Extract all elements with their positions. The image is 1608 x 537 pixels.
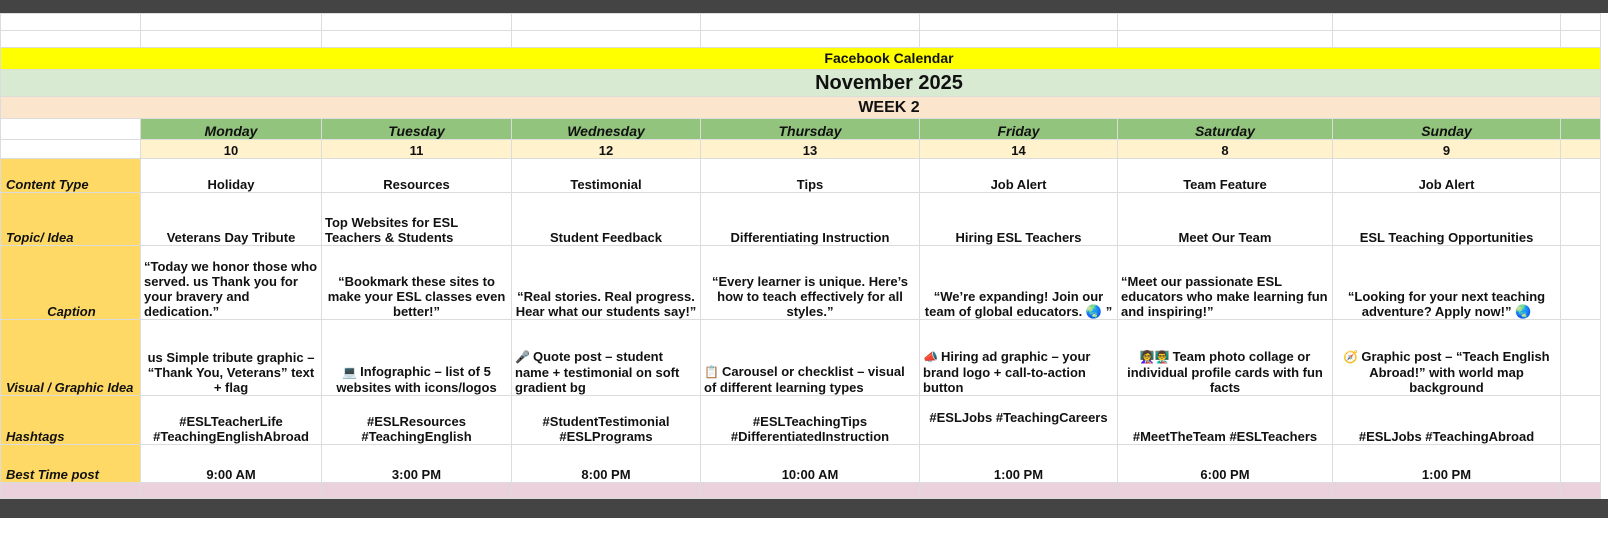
- hashtags-row: [1, 396, 1601, 445]
- visual-cell[interactable]: [920, 320, 1118, 396]
- hashtags-cell[interactable]: #ESLJobs #TeachingCareers: [920, 396, 1118, 445]
- day-header-saturday[interactable]: Saturday: [1118, 119, 1333, 140]
- clipboard-icon: 📋: [704, 365, 719, 379]
- caption-closing-quote: ”: [1105, 304, 1113, 319]
- content-type-cell[interactable]: Job Alert: [920, 159, 1118, 193]
- caption-cell[interactable]: “Today we honor those who served. us Thank you for your bravery and dedication.”: [141, 246, 322, 320]
- divider-row: [1, 483, 1601, 499]
- topic-cell[interactable]: ESL Teaching Opportunities: [1333, 193, 1561, 246]
- calendar-title-row: [1, 48, 1601, 70]
- best-time-cell[interactable]: 9:00 AM: [141, 445, 322, 483]
- day-header-row: [1, 119, 1601, 140]
- hashtags-cell[interactable]: #StudentTestimonial #ESLPrograms: [512, 396, 701, 445]
- visual-cell[interactable]: [512, 320, 701, 396]
- date-cell[interactable]: 8: [1118, 140, 1333, 159]
- cell[interactable]: [1561, 396, 1601, 445]
- day-header-monday[interactable]: Monday: [141, 119, 322, 140]
- content-type-cell[interactable]: Holiday: [141, 159, 322, 193]
- top-toolbar-bar: [0, 0, 1608, 13]
- cell[interactable]: [701, 31, 920, 48]
- visual-text: Quote post – student name + testimonial on soft gradient bg: [515, 349, 680, 395]
- day-header-tuesday[interactable]: Tuesday: [322, 119, 512, 140]
- best-time-cell[interactable]: 10:00 AM: [701, 445, 920, 483]
- compass-icon: 🧭: [1343, 350, 1359, 364]
- megaphone-icon: 📣: [923, 350, 938, 364]
- computer-icon: 💻: [342, 365, 358, 379]
- month-title[interactable]: November 2025: [1, 70, 1601, 97]
- cell[interactable]: [1561, 320, 1601, 396]
- calendar-grid: [0, 13, 1601, 499]
- topic-cell[interactable]: Student Feedback: [512, 193, 701, 246]
- week-title[interactable]: WEEK 2: [1, 97, 1601, 119]
- cell[interactable]: [920, 483, 1118, 499]
- best-time-cell[interactable]: 1:00 PM: [920, 445, 1118, 483]
- cell[interactable]: [920, 31, 1118, 48]
- bottom-dark-bar: [0, 499, 1608, 518]
- cell[interactable]: [1561, 483, 1601, 499]
- cell[interactable]: [1561, 246, 1601, 320]
- microphone-icon: 🎤: [515, 350, 530, 364]
- day-header-thursday[interactable]: Thursday: [701, 119, 920, 140]
- date-row: [1, 140, 1601, 159]
- visual-cell[interactable]: [1333, 320, 1561, 396]
- caption-cell[interactable]: [920, 246, 1118, 320]
- row-label-topic[interactable]: Topic/ Idea: [1, 193, 141, 246]
- content-type-cell[interactable]: Team Feature: [1118, 159, 1333, 193]
- content-type-row: [1, 159, 1601, 193]
- caption-cell[interactable]: “Meet our passionate ESL educators who make learning fun and inspiring!”: [1118, 246, 1333, 320]
- caption-cell[interactable]: “Real stories. Real progress. Hear what our students say!”: [512, 246, 701, 320]
- cell[interactable]: [1118, 483, 1333, 499]
- best-time-cell[interactable]: 3:00 PM: [322, 445, 512, 483]
- topic-cell[interactable]: Differentiating Instruction: [701, 193, 920, 246]
- people-icon: 👩‍🏫👨‍🏫: [1139, 350, 1170, 364]
- cell[interactable]: [1561, 14, 1601, 31]
- date-cell[interactable]: 12: [512, 140, 701, 159]
- visual-row: [1, 320, 1601, 396]
- hashtags-cell[interactable]: #ESLTeachingTips #DifferentiatedInstruction: [701, 396, 920, 445]
- cell[interactable]: [1561, 193, 1601, 246]
- row-label-caption[interactable]: Caption: [1, 246, 141, 320]
- topic-row: [1, 193, 1601, 246]
- cell[interactable]: [141, 14, 322, 31]
- blank-row: [1, 14, 1601, 31]
- globe-icon: 🌏: [1515, 304, 1532, 319]
- day-header-friday[interactable]: Friday: [920, 119, 1118, 140]
- topic-cell[interactable]: Veterans Day Tribute: [141, 193, 322, 246]
- best-time-row: [1, 445, 1601, 483]
- cell[interactable]: [1333, 483, 1561, 499]
- day-header-wednesday[interactable]: Wednesday: [512, 119, 701, 140]
- visual-text: Graphic post – “Teach English Abroad!” with world map background: [1361, 349, 1550, 395]
- row-label-best-time[interactable]: Best Time post: [1, 445, 141, 483]
- content-type-cell[interactable]: Resources: [322, 159, 512, 193]
- content-type-cell[interactable]: Job Alert: [1333, 159, 1561, 193]
- date-cell[interactable]: 13: [701, 140, 920, 159]
- caption-text: “Looking for your next teaching adventure? Apply now!”: [1347, 289, 1546, 319]
- cell[interactable]: [1, 14, 141, 31]
- visual-cell[interactable]: us Simple tribute graphic – “Thank You, Veterans” text + flag: [141, 320, 322, 396]
- caption-cell[interactable]: “Bookmark these sites to make your ESL classes even better!”: [322, 246, 512, 320]
- cell[interactable]: [1561, 445, 1601, 483]
- cell[interactable]: [1333, 14, 1561, 31]
- blank-row: [1, 31, 1601, 48]
- cell[interactable]: [512, 14, 701, 31]
- cell[interactable]: [322, 483, 512, 499]
- row-label-hashtags[interactable]: Hashtags: [1, 396, 141, 445]
- content-type-cell[interactable]: Tips: [701, 159, 920, 193]
- cell[interactable]: [701, 14, 920, 31]
- cell[interactable]: [1118, 14, 1333, 31]
- cell[interactable]: [322, 14, 512, 31]
- best-time-cell[interactable]: 1:00 PM: [1333, 445, 1561, 483]
- date-cell[interactable]: 11: [322, 140, 512, 159]
- hashtags-cell[interactable]: #ESLTeacherLife #TeachingEnglishAbroad: [141, 396, 322, 445]
- visual-text: Hiring ad graphic – your brand logo + call-to-action button: [923, 349, 1091, 395]
- cell[interactable]: [1, 31, 141, 48]
- topic-cell[interactable]: Meet Our Team: [1118, 193, 1333, 246]
- cell[interactable]: [322, 31, 512, 48]
- cell[interactable]: [1333, 31, 1561, 48]
- cell[interactable]: [141, 31, 322, 48]
- cell[interactable]: [1, 119, 141, 140]
- hashtags-cell[interactable]: #ESLResources #TeachingEnglish: [322, 396, 512, 445]
- date-cell[interactable]: 10: [141, 140, 322, 159]
- cell[interactable]: [1, 140, 141, 159]
- caption-text: “We’re expanding! Join our team of global educators.: [924, 289, 1104, 319]
- visual-text: Team photo collage or individual profile cards with fun facts: [1127, 349, 1323, 395]
- cell[interactable]: [1561, 159, 1601, 193]
- best-time-cell[interactable]: 8:00 PM: [512, 445, 701, 483]
- caption-cell[interactable]: “Every learner is unique. Here’s how to teach effectively for all styles.”: [701, 246, 920, 320]
- globe-icon: 🌏: [1085, 304, 1103, 319]
- row-label-visual[interactable]: Visual / Graphic Idea: [1, 320, 141, 396]
- cell[interactable]: [1118, 31, 1333, 48]
- cell[interactable]: [1561, 31, 1601, 48]
- visual-cell[interactable]: [701, 320, 920, 396]
- visual-text: Carousel or checklist – visual of different learning types: [704, 364, 905, 395]
- day-header-sunday[interactable]: Sunday: [1333, 119, 1561, 140]
- cell[interactable]: [1561, 140, 1601, 159]
- content-type-cell[interactable]: Testimonial: [512, 159, 701, 193]
- cell[interactable]: [512, 483, 701, 499]
- cell[interactable]: [701, 483, 920, 499]
- cell[interactable]: [920, 14, 1118, 31]
- topic-cell[interactable]: Top Websites for ESL Teachers & Students: [322, 193, 512, 246]
- visual-cell[interactable]: [1118, 320, 1333, 396]
- calendar-title[interactable]: Facebook Calendar: [1, 48, 1601, 70]
- cell[interactable]: [141, 483, 322, 499]
- date-cell[interactable]: 9: [1333, 140, 1561, 159]
- caption-row: [1, 246, 1601, 320]
- date-cell[interactable]: 14: [920, 140, 1118, 159]
- cell[interactable]: [1561, 119, 1601, 140]
- visual-text: Infographic – list of 5 websites with icons/logos: [336, 364, 497, 395]
- topic-cell[interactable]: Hiring ESL Teachers: [920, 193, 1118, 246]
- caption-cell[interactable]: [1333, 246, 1561, 320]
- row-label-content-type[interactable]: Content Type: [1, 159, 141, 193]
- hashtags-cell[interactable]: #MeetTheTeam #ESLTeachers: [1118, 396, 1333, 445]
- visual-cell[interactable]: [322, 320, 512, 396]
- cell[interactable]: [512, 31, 701, 48]
- month-row: [1, 70, 1601, 97]
- hashtags-cell[interactable]: #ESLJobs #TeachingAbroad: [1333, 396, 1561, 445]
- best-time-cell[interactable]: 6:00 PM: [1118, 445, 1333, 483]
- week-row: [1, 97, 1601, 119]
- cell[interactable]: [1, 483, 141, 499]
